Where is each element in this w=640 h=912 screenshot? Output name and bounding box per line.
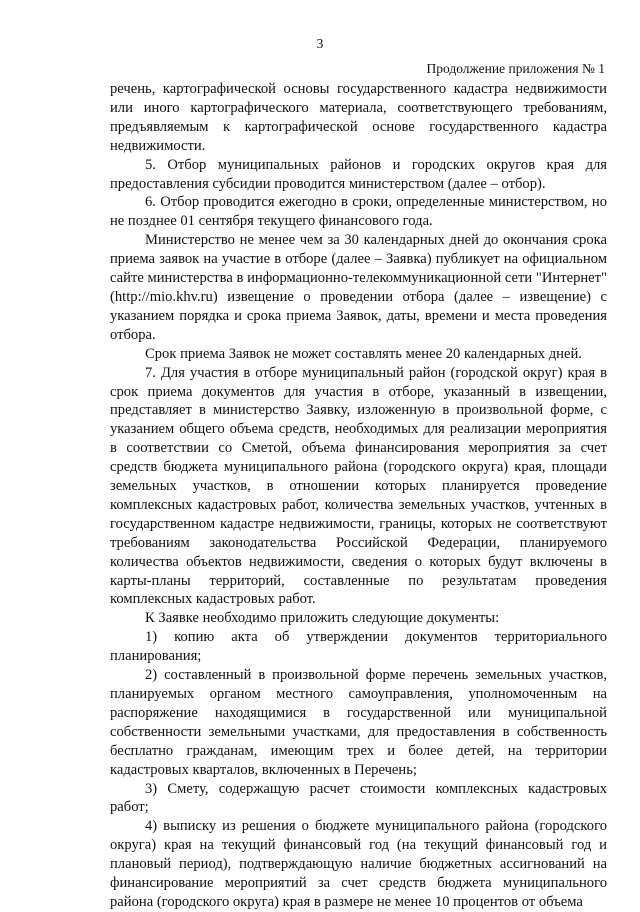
paragraph-notice-publication: Министерство не менее чем за 30 календарных дней до окончания срока приема заявок на участие в отборе (далее – Заявка) публикует на официальном сайте министерства в информационно-телекоммуникационной сети "Интернет" (http://mio.khv.ru) извещение о проведении отбора (далее – извещение) с указанием порядка и срока приема Заявок, даты, времени и места проведения отбора. xyxy=(110,232,607,343)
page-number: 3 xyxy=(316,36,324,51)
paragraph-attachment-4: 4) выписку из решения о бюджете муниципального района (городского округа) края на текущий финансовый год (на текущий финансовый год и плановый период), подтверждающую наличие бюджетных ассигнований на финансирование мероприятий за счет средств бюджета муниципального района (городского округа) края в размере не менее 10 процентов от объема xyxy=(110,818,607,910)
paragraph-attachment-2: 2) составленный в произвольной форме перечень земельных участков, планируемых органом местного самоуправления, уполномоченным на распоряжение находящимися в государственной или муниципальной собственности земельными участками, для предоставления в собственность бесплатно гражданам, имеющим трех и более детей, на территории кадастровых кварталов, включенных в Перечень; xyxy=(110,667,607,778)
paragraph-clause-6: 6. Отбор проводится ежегодно в сроки, определенные министерством, но не позднее 01 сентября текущего финансового года. xyxy=(110,194,607,230)
paragraph-attachment-3: 3) Смету, содержащую расчет стоимости комплексных кадастровых работ; xyxy=(110,780,607,816)
document-body xyxy=(110,80,607,912)
paragraph-list-continuation: речень, картографической основы государственного кадастра недвижимости или иного картографического материала, соответствующего требованиям, предъявляемым к картографической основе государственного кадастра недвижимости. xyxy=(110,81,607,154)
paragraph-clause-5: 5. Отбор муниципальных районов и городских округов края для предоставления субсидии проводится министерством (далее – отбор). xyxy=(110,156,607,192)
paragraph-attachment-1: 1) копию акта об утверждении документов территориального планирования; xyxy=(110,629,607,665)
appendix-continuation-label: Продолжение приложения № 1 xyxy=(426,61,605,76)
paragraph-attachments-intro: К Заявке необходимо приложить следующие документы: xyxy=(145,610,500,627)
paragraph-clause-7: 7. Для участия в отборе муниципальный район (городской округ) края в срок приема документов для участия в отборе, указанный в извещении, представляет в министерство Заявку, изложенную в произвольной форме, с указанием общего объема средств, необходимых для реализации мероприятия в соответствии со Сметой, объема финансирования мероприятия за счет средств бюджета муниципального района (городского округа) края, площади земельных участков, в отношении которых планируется проведение комплексных кадастровых работ, количества земельных участков, учтенных в государственном кадастре недвижимости, границы, которых не соответствуют требованиям законодательства Российской Федерации, планируемого количества объектов недвижимости, сведения о которых будут включены в карты-планы территорий, составленные по результатам проведения комплексных кадастровых работ. xyxy=(110,364,607,608)
paragraph-application-period: Срок приема Заявок не может составлять менее 20 календарных дней. xyxy=(145,345,582,362)
